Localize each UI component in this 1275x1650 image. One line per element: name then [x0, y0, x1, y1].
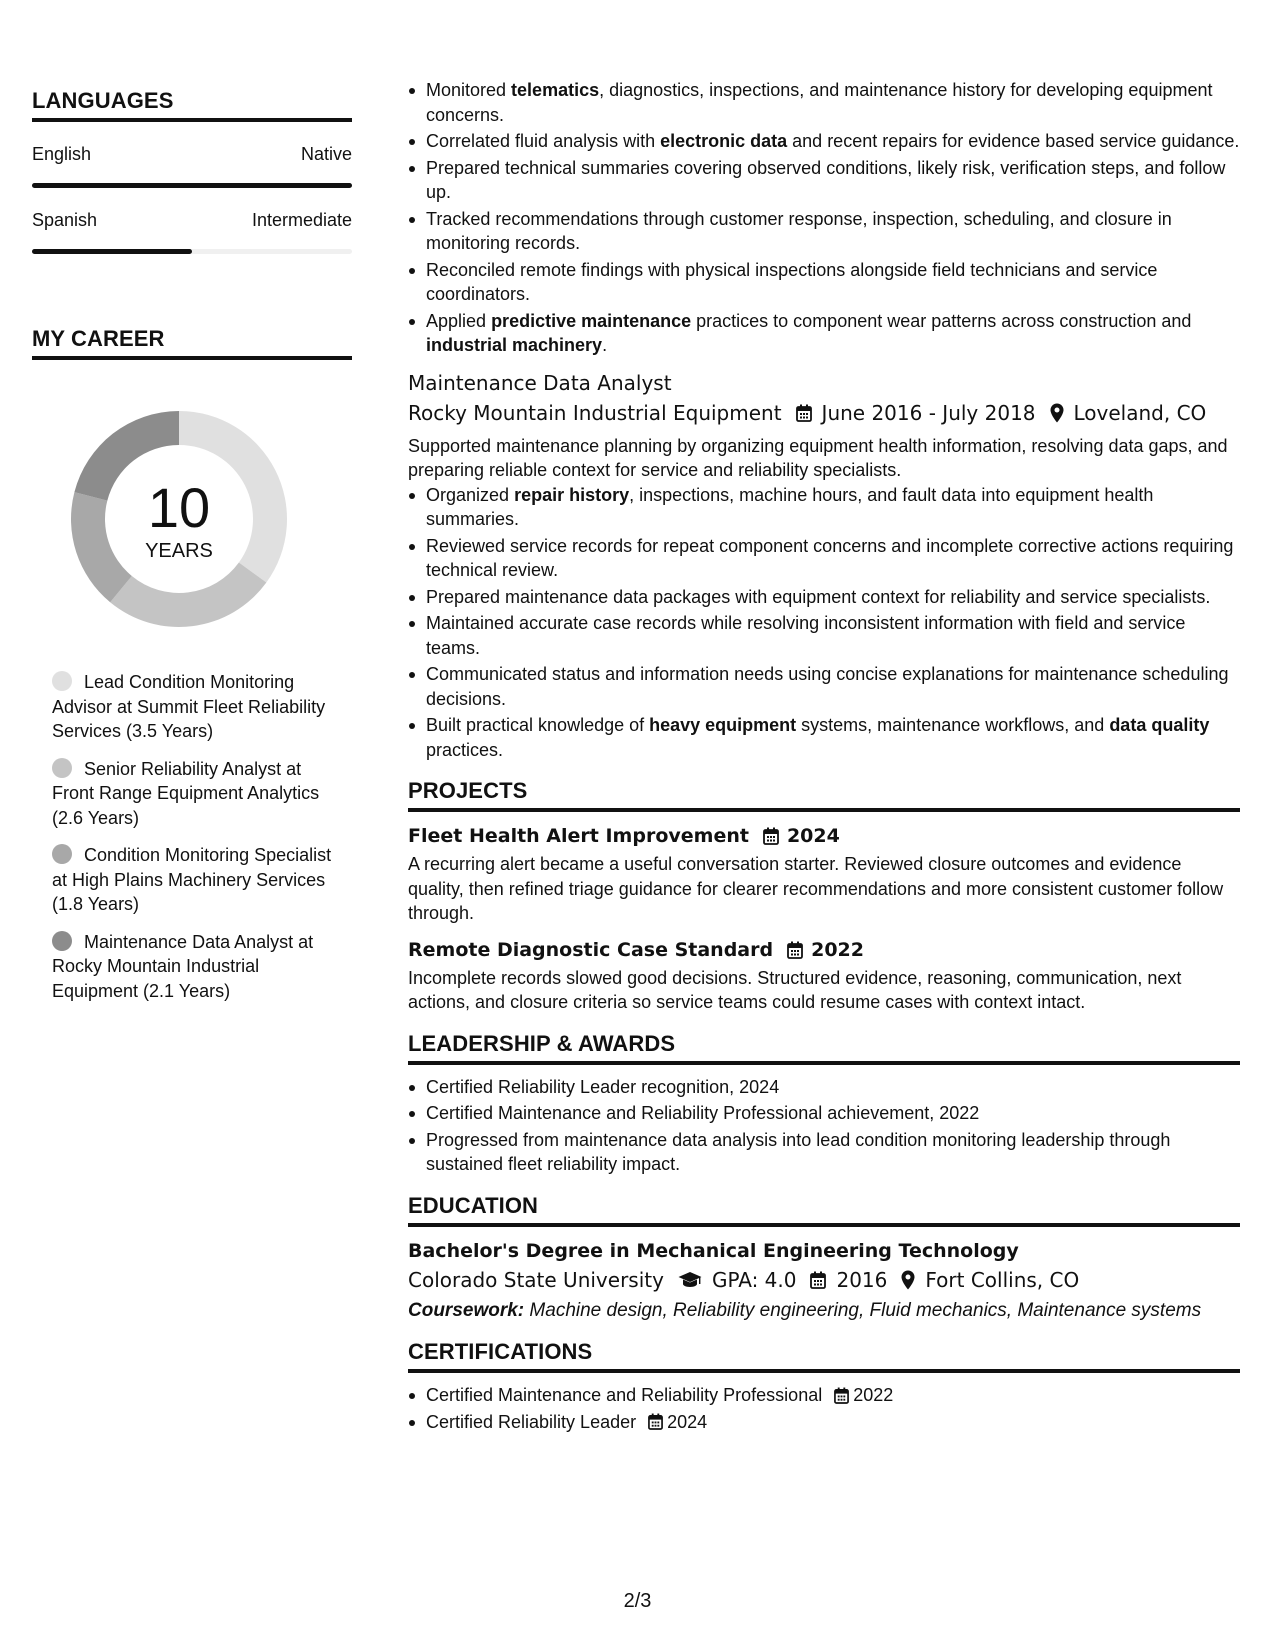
location-pin-icon: [901, 1270, 915, 1290]
certification-name: Certified Maintenance and Reliability Professional: [426, 1385, 823, 1405]
project-title: Fleet Health Alert Improvement: [408, 825, 749, 847]
project-year: 2024: [786, 825, 840, 847]
school-name: Colorado State University: [408, 1267, 664, 1292]
legend-label: Condition Monitoring Specialist at High Plains Machinery Services (1.8 Years): [52, 845, 332, 914]
certification-item: [408, 1383, 1240, 1408]
job-bullets: [408, 483, 1240, 763]
leadership-list: [408, 1075, 1240, 1177]
language-name: Spanish: [32, 210, 98, 230]
project-description: A recurring alert became a useful conversation starter. Reviewed closure outcomes and evidence quality, then refined triage guidance for clearer recommendations and more consistent customer follow through.: [408, 854, 1224, 923]
education-heading: EDUCATION: [408, 1193, 1240, 1227]
career-total-unit: YEARS: [145, 540, 213, 562]
legend-item: [52, 757, 342, 831]
project-description: Incomplete records slowed good decisions. Structured evidence, reasoning, communication, next actions, and closure criteria so service teams could resume cases with context intact.: [408, 967, 1182, 1012]
graduation-year: 2016: [836, 1267, 888, 1292]
language-spanish: [32, 210, 352, 254]
coursework-list: Machine design, Reliability engineering, Fluid mechanics, Maintenance systems: [524, 1299, 1202, 1321]
certification-year: 2022: [853, 1385, 894, 1405]
legend-label: Lead Condition Monitoring Advisor at Summit Fleet Reliability Services (3.5 Years): [52, 672, 326, 741]
graduation-cap-icon: [678, 1271, 702, 1289]
bullet-item: Correlated fluid analysis with electronic data and recent repairs for evidence based service guidance.: [408, 129, 1240, 154]
bullet-item: Progressed from maintenance data analysis into lead condition monitoring leadership through sustained fleet reliability impact.: [408, 1128, 1240, 1177]
legend-label: Senior Reliability Analyst at Front Range Equipment Analytics (2.6 Years): [52, 758, 320, 828]
calendar-icon: [834, 1387, 849, 1404]
bullet-item: Reviewed service records for repeat component concerns and incomplete corrective actions requiring technical review.: [408, 534, 1240, 583]
page-number: 2/3: [623, 1590, 652, 1612]
bullet-item: Organized repair history, inspections, machine hours, and fault data into equipment health summaries.: [408, 483, 1240, 532]
education-meta: [408, 1265, 1240, 1295]
job-dates: June 2016 - July 2018: [821, 400, 1036, 425]
languages-heading: LANGUAGES: [32, 88, 352, 122]
bullet-item: Communicated status and information needs using concise explanations for maintenance scheduling decisions.: [408, 662, 1240, 711]
certifications-heading: CERTIFICATIONS: [408, 1339, 1240, 1373]
project-title: Remote Diagnostic Case Standard: [408, 938, 774, 961]
job-meta: [408, 398, 1240, 428]
legend-item: [52, 670, 342, 744]
certification-year: 2024: [667, 1411, 708, 1432]
previous-job-bullets: [408, 78, 1240, 358]
job-location: Loveland, CO: [1073, 400, 1207, 425]
gpa: GPA: 4.0: [711, 1267, 797, 1292]
job-title: Maintenance Data Analyst: [408, 370, 672, 395]
legend-item: [52, 930, 342, 1004]
certifications-list: [408, 1383, 1240, 1434]
project-year: 2022: [811, 938, 864, 961]
bullet-item: Prepared technical summaries covering observed conditions, likely risk, verification steps, and follow up.: [408, 156, 1240, 205]
language-english: [32, 144, 352, 188]
leadership-heading: LEADERSHIP & AWARDS: [408, 1031, 1240, 1065]
bullet-item: Reconciled remote findings with physical inspections alongside field technicians and service coordinators.: [408, 258, 1240, 307]
calendar-icon: [648, 1413, 663, 1430]
company-name: Rocky Mountain Industrial Equipment: [408, 400, 782, 425]
language-level: Native: [300, 144, 352, 164]
job-summary: Supported maintenance planning by organizing equipment health information, resolving data gaps, and preparing reliable context for service and reliability specialists.: [408, 435, 1228, 480]
projects-heading: PROJECTS: [408, 778, 1240, 812]
certification-item: [408, 1410, 1240, 1435]
career-total-years: 10: [147, 476, 211, 539]
bullet-item: Monitored telematics, diagnostics, inspections, and maintenance history for developing equipment concerns.: [408, 78, 1240, 127]
bullet-item: Prepared maintenance data packages with equipment context for reliability and service specialists.: [408, 585, 1240, 610]
career-donut-chart: [64, 404, 294, 634]
language-level: Intermediate: [251, 210, 352, 230]
project-item: [408, 936, 1240, 1015]
legend-dot: [52, 758, 72, 778]
career-legend: [52, 670, 342, 1003]
main-column: [408, 78, 1240, 1436]
coursework: [408, 1299, 1240, 1324]
legend-item: [52, 843, 342, 917]
certification-name: Certified Reliability Leader: [426, 1411, 637, 1432]
proficiency-fill: [32, 183, 352, 188]
school-location: Fort Collins, CO: [925, 1267, 1080, 1292]
calendar-icon: [763, 827, 779, 845]
proficiency-bar: [32, 183, 352, 188]
bullet-item: Tracked recommendations through customer response, inspection, scheduling, and closure in monitoring records.: [408, 207, 1240, 256]
legend-dot: [52, 671, 72, 691]
bullet-item: Maintained accurate case records while resolving inconsistent information with field and service teams.: [408, 611, 1240, 660]
degree-title: Bachelor's Degree in Mechanical Engineering Technology: [408, 1239, 1019, 1262]
legend-dot: [52, 844, 72, 864]
bullet-item: Applied predictive maintenance practices to component wear patterns across construction and industrial machinery.: [408, 309, 1240, 358]
legend-label: Maintenance Data Analyst at Rocky Mountain Industrial Equipment (2.1 Years): [52, 931, 314, 1001]
sidebar: [32, 88, 352, 1016]
proficiency-fill: [32, 249, 192, 254]
calendar-icon: [796, 404, 812, 422]
calendar-icon: [787, 941, 803, 959]
project-item: [408, 822, 1240, 926]
calendar-icon: [810, 1271, 826, 1289]
bullet-item: Certified Reliability Leader recognition, 2024: [408, 1075, 1240, 1100]
bullet-item: Built practical knowledge of heavy equipment systems, maintenance workflows, and data quality practices.: [408, 713, 1240, 762]
career-heading: MY CAREER: [32, 326, 352, 360]
location-pin-icon: [1050, 403, 1064, 423]
legend-dot: [52, 931, 72, 951]
bullet-item: Certified Maintenance and Reliability Professional achievement, 2022: [408, 1101, 1240, 1126]
coursework-label: Coursework:: [408, 1299, 525, 1321]
language-name: English: [32, 144, 92, 164]
proficiency-bar: [32, 249, 352, 254]
